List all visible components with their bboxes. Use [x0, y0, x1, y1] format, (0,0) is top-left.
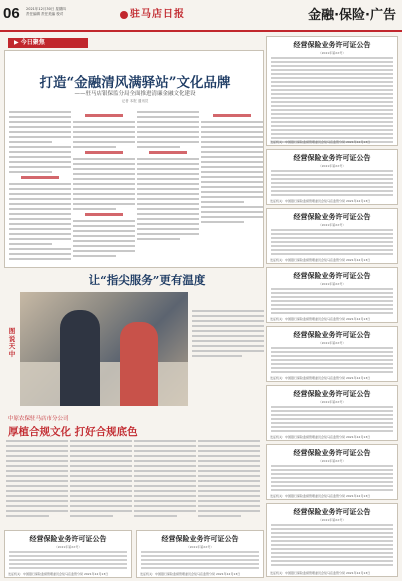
- license-notice[interactable]: [266, 503, 398, 577]
- page-number: 06: [3, 5, 20, 22]
- article-column: [9, 111, 71, 266]
- notice-title: 经营保险业务许可证公告: [293, 448, 371, 457]
- masthead-text: 驻马店日报: [130, 9, 185, 20]
- license-notice[interactable]: [266, 444, 398, 500]
- notice-subtitle: （2021年第XX号）: [318, 51, 346, 55]
- photo-story-headline: 让“指尖服务”更有温度: [88, 273, 206, 287]
- newspaper-logo-icon: [120, 11, 128, 19]
- license-notice[interactable]: [266, 267, 398, 323]
- notice-footer: 发证机关：中国银行保险监督管理委员会驻马店监管分局 2021年12月13日: [8, 572, 109, 576]
- notice-footer: 发证机关：中国银行保险监督管理委员会驻马店监管分局 2021年12月13日: [270, 258, 371, 262]
- notice-title: 经营保险业务许可证公告: [293, 40, 371, 49]
- notice-subtitle: （2021年第XX号）: [318, 400, 346, 404]
- newspaper-masthead: [120, 5, 185, 20]
- notice-footer: 发证机关：中国银行保险监督管理委员会驻马店监管分局 2021年12月13日: [270, 376, 371, 380]
- photo-section-label: 图说天中: [8, 327, 16, 358]
- feature-headline: 打造“金融清风满驿站”文化品牌: [39, 75, 231, 91]
- feature-article[interactable]: [4, 50, 264, 268]
- notice-title: 经营保险业务许可证公告: [29, 534, 107, 543]
- notice-footer: 发证机关：中国银行保险监督管理委员会驻马店监管分局 2021年12月13日: [270, 317, 371, 321]
- license-notice[interactable]: [4, 530, 132, 578]
- column-tag-label: 今日聚焦: [20, 39, 45, 46]
- page-header: [0, 0, 402, 32]
- feature-subheadline: ——驻马店银保监分局全面推进清廉金融文化建设: [74, 91, 196, 97]
- notice-footer: 发证机关：中国银行保险监督管理委员会驻马店监管分局 2021年12月13日: [140, 572, 241, 576]
- article-column: [137, 111, 199, 266]
- column-tag: ▶ 今日聚焦: [8, 38, 88, 48]
- news-photo[interactable]: [20, 292, 188, 406]
- license-notice[interactable]: [136, 530, 264, 578]
- notice-title: 经营保险业务许可证公告: [293, 212, 371, 221]
- date-info: [26, 7, 66, 16]
- notice-title: 经营保险业务许可证公告: [293, 330, 371, 339]
- notice-title: 经营保险业务许可证公告: [293, 389, 371, 398]
- notice-subtitle: （2021年第XX号）: [186, 545, 214, 549]
- article-column: [73, 111, 135, 266]
- notice-footer: 发证机关：中国银行保险监督管理委员会驻马店监管分局 2021年12月13日: [270, 199, 371, 203]
- notice-column: [266, 34, 400, 580]
- notice-title: 经营保险业务许可证公告: [293, 507, 371, 516]
- feature-byline: 记者 本报 通讯员: [121, 99, 149, 103]
- license-notice[interactable]: [266, 149, 398, 205]
- license-notice[interactable]: [266, 36, 398, 146]
- article-column: [70, 440, 132, 528]
- notice-subtitle: （2021年第XX号）: [318, 341, 346, 345]
- second-story-kicker: 中原农保驻马店市分公司: [8, 416, 69, 422]
- photo-caption: [192, 310, 264, 406]
- notice-title: 经营保险业务许可证公告: [293, 271, 371, 280]
- license-notice[interactable]: [266, 385, 398, 441]
- notice-subtitle: （2021年第XX号）: [54, 545, 82, 549]
- article-column: [201, 111, 263, 266]
- article-column: [134, 440, 196, 528]
- date-line: 2021年12月30日 星期四: [26, 7, 66, 11]
- license-notice[interactable]: [266, 208, 398, 264]
- notice-footer: 发证机关：中国银行保险监督管理委员会驻马店监管分局 2021年12月13日: [270, 571, 371, 575]
- article-column: [6, 440, 68, 528]
- main-content: [2, 34, 266, 580]
- second-story-headline: 厚植合规文化 打好合规底色: [8, 426, 138, 438]
- notice-title: 经营保险业务许可证公告: [293, 153, 371, 162]
- section-title: 金融·保险·广告: [308, 8, 396, 23]
- notice-footer: 发证机关：中国银行保险监督管理委员会驻马店监管分局 2021年12月13日: [270, 494, 371, 498]
- header-divider: [0, 30, 402, 32]
- notice-subtitle: （2021年第XX号）: [318, 518, 346, 522]
- notice-subtitle: （2021年第XX号）: [318, 282, 346, 286]
- editor-line: 责任编辑 责任美编 校对: [26, 11, 64, 16]
- license-notice[interactable]: [266, 326, 398, 382]
- notice-subtitle: （2021年第XX号）: [318, 223, 346, 227]
- notice-title: 经营保险业务许可证公告: [161, 534, 239, 543]
- notice-footer: 发证机关：中国银行保险监督管理委员会驻马店监管分局 2021年12月13日: [270, 140, 371, 144]
- notice-subtitle: （2021年第XX号）: [318, 164, 346, 168]
- article-column: [198, 440, 260, 528]
- notice-subtitle: （2021年第XX号）: [318, 459, 346, 463]
- notice-footer: 发证机关：中国银行保险监督管理委员会驻马店监管分局 2021年12月13日: [270, 435, 371, 439]
